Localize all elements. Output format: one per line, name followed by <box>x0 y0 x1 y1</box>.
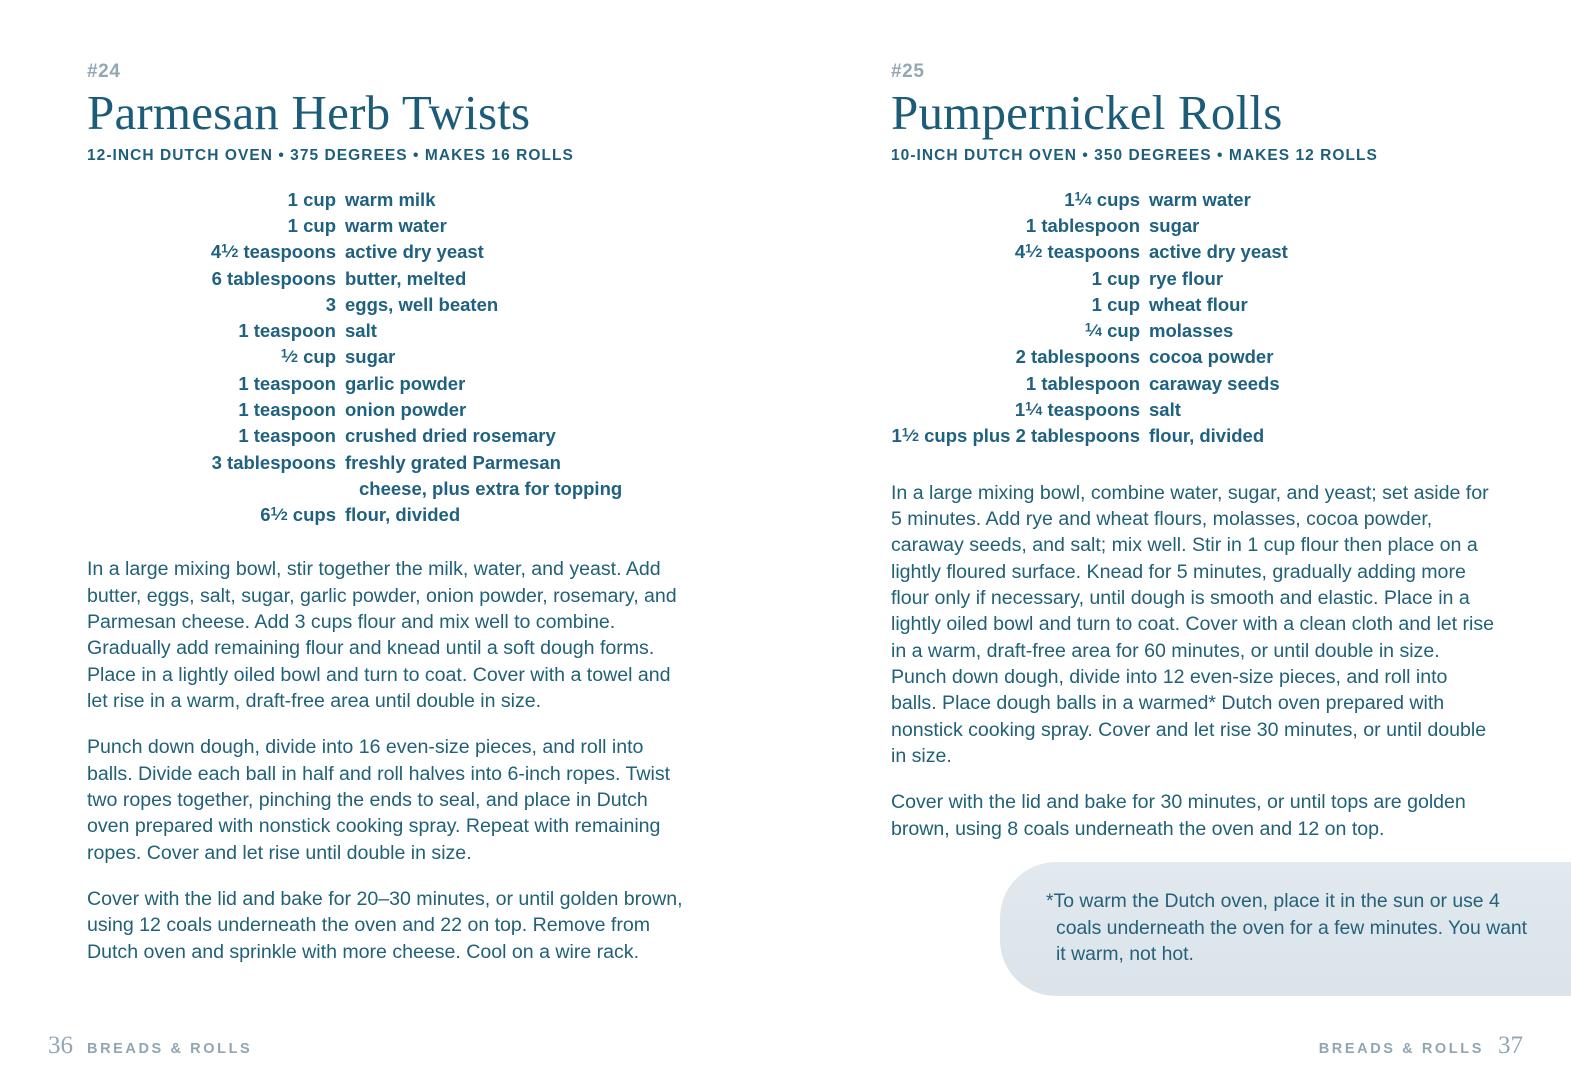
ingredient-row <box>87 423 692 449</box>
ingredient-name: freshly grated Parmesan cheese, plus extra for topping <box>345 451 623 499</box>
page-right-content <box>891 62 1496 842</box>
ingredient-quantity: 3 <box>325 293 336 315</box>
ingredient-quantity: 1 tablespoon <box>1025 215 1140 237</box>
ingredient-name: wheat flour <box>1149 293 1248 315</box>
ingredient-row <box>87 450 692 503</box>
instructions-left <box>87 556 692 965</box>
ingredient-quantity: $^1⁄_2$ cup <box>280 346 336 368</box>
ingredient-row <box>891 371 1496 397</box>
page-number-left: 36 <box>48 1032 73 1059</box>
ingredient-name: garlic powder <box>345 372 466 394</box>
ingredient-quantity: 6 tablespoons <box>211 267 336 289</box>
running-head-right: BREADS & ROLLS <box>1318 1041 1484 1057</box>
recipe-title-left: Parmesan Herb Twists <box>87 85 531 140</box>
instruction-paragraph: Cover with the lid and bake for 30 minutes, or until tops are golden brown, using 8 coals underneath the oven and 12 on top. <box>891 791 1466 840</box>
ingredient-row <box>891 292 1496 318</box>
ingredient-name: flour, divided <box>345 504 461 526</box>
ingredient-name: active dry yeast <box>1149 241 1288 263</box>
ingredient-row <box>891 423 1496 449</box>
ingredient-quantity: $1^1⁄_4$ cups <box>1064 188 1140 210</box>
ingredient-quantity: $6^1⁄_2$ cups <box>260 504 336 526</box>
ingredient-quantity: 1 teaspoon <box>238 398 336 420</box>
ingredient-name: flour, divided <box>1149 425 1265 447</box>
ingredient-row <box>87 502 692 528</box>
ingredient-name: molasses <box>1149 320 1234 342</box>
ingredient-row <box>87 266 692 292</box>
ingredient-name: sugar <box>1149 215 1200 237</box>
ingredient-name: onion powder <box>345 398 467 420</box>
ingredient-row <box>87 292 692 318</box>
instruction-paragraph: In a large mixing bowl, stir together the milk, water, and yeast. Add butter, eggs, salt, sugar, garlic powder, onion powder, rosemary, and Parmesan cheese. Add 3 cups flour and mix well to combine. Gradually add remaining flour and knead until a soft dough forms. Place in a lightly oiled bowl and turn to coat. Cover with a towel and let rise in a warm, draft-free area until double in size. <box>87 558 677 713</box>
note-text: *To warm the Dutch oven, place it in the sun or use 4 coals underneath the oven for a few minutes. You want it warm, not hot. <box>1046 890 1528 966</box>
ingredient-row <box>87 187 692 213</box>
ingredient-name: warm milk <box>345 188 436 210</box>
ingredient-row <box>891 318 1496 344</box>
ingredient-name: warm water <box>345 215 447 237</box>
instructions-right <box>891 480 1496 842</box>
ingredient-name: active dry yeast <box>345 241 484 263</box>
ingredient-row <box>891 187 1496 213</box>
page-number-right: 37 <box>1498 1032 1523 1059</box>
ingredient-name: salt <box>1149 398 1181 420</box>
ingredient-name: eggs, well beaten <box>345 293 499 315</box>
ingredient-quantity: 1 teaspoon <box>238 372 336 394</box>
ingredient-quantity: $4^1⁄_2$ teaspoons <box>210 241 336 263</box>
ingredient-name: crushed dried rosemary <box>345 425 556 447</box>
ingredients-list-right <box>891 187 1496 450</box>
recipe-subtitle-right: 10-INCH DUTCH OVEN • 350 DEGREES • MAKES 12 ROLLS <box>891 146 1378 164</box>
ingredient-quantity: $4^1⁄_2$ teaspoons <box>1014 241 1140 263</box>
ingredient-quantity: 1 cup <box>1091 267 1140 289</box>
ingredient-row <box>891 397 1496 423</box>
ingredient-row <box>87 213 692 239</box>
page-left-content <box>87 62 692 965</box>
ingredient-row <box>87 397 692 423</box>
ingredient-row <box>891 239 1496 265</box>
ingredient-name: salt <box>345 320 377 342</box>
ingredients-list-left <box>87 187 692 528</box>
ingredient-row <box>87 371 692 397</box>
ingredient-quantity: 1 cup <box>287 215 336 237</box>
ingredient-quantity: 1 teaspoon <box>238 320 336 342</box>
ingredient-quantity: $^1⁄_4$ cup <box>1084 320 1140 342</box>
footer-right <box>1319 1033 1523 1058</box>
ingredient-row <box>891 213 1496 239</box>
recipe-number-left: #24 <box>87 61 121 82</box>
ingredient-name: warm water <box>1149 188 1251 210</box>
instruction-paragraph: Cover with the lid and bake for 20–30 minutes, or until golden brown, using 12 coals underneath the oven and 22 on top. Remove from Dutch oven and sprinkle with more cheese. Cool on a wire rack. <box>87 888 683 963</box>
recipe-title-right: Pumpernickel Rolls <box>891 85 1283 140</box>
ingredient-name: butter, melted <box>345 267 467 289</box>
ingredient-quantity: 1 cup <box>1091 293 1140 315</box>
running-head-left: BREADS & ROLLS <box>87 1041 253 1057</box>
ingredient-row <box>87 239 692 265</box>
ingredient-row <box>891 266 1496 292</box>
instruction-paragraph: Punch down dough, divide into 16 even-size pieces, and roll into balls. Divide each ball in half and roll halves into 6-inch ropes. Twist two ropes together, pinching the ends to seal, and place in Dutch oven prepared with nonstick cooking spray. Repeat with remaining ropes. Cover and let rise until double in size. <box>87 736 671 864</box>
ingredient-name: cocoa powder <box>1149 346 1274 368</box>
ingredient-name: rye flour <box>1149 267 1224 289</box>
page-left <box>0 0 785 1084</box>
ingredient-quantity: $1^1⁄_4$ teaspoons <box>1014 398 1140 420</box>
ingredient-quantity: 1 cup <box>287 188 336 210</box>
recipe-subtitle-left: 12-INCH DUTCH OVEN • 375 DEGREES • MAKES 16 ROLLS <box>87 146 574 164</box>
ingredient-name: caraway seeds <box>1149 372 1280 394</box>
ingredient-quantity: 1 teaspoon <box>238 425 336 447</box>
note-callout <box>1000 862 1571 996</box>
ingredient-quantity: 3 tablespoons <box>211 451 336 473</box>
footer-left <box>48 1033 252 1058</box>
recipe-number-right: #25 <box>891 61 925 82</box>
ingredient-quantity: 1 tablespoon <box>1025 372 1140 394</box>
ingredient-row <box>891 344 1496 370</box>
ingredient-row <box>87 318 692 344</box>
ingredient-quantity: 2 tablespoons <box>1015 346 1140 368</box>
ingredients-body-left <box>87 187 692 528</box>
ingredient-quantity: $1^1⁄_2$ cups plus 2 tablespoons <box>891 425 1140 447</box>
ingredients-body-right <box>891 187 1496 450</box>
ingredient-name: sugar <box>345 346 396 368</box>
ingredient-row <box>87 344 692 370</box>
instruction-paragraph: In a large mixing bowl, combine water, sugar, and yeast; set aside for 5 minutes. Add rye and wheat flours, molasses, cocoa powder, caraway seeds, and salt; mix well. Stir in 1 cup flour then place on a lightly floured surface. Knead for 5 minutes, gradually adding more flour only if necessary, until dough is smooth and elastic. Place in a lightly oiled bowl and turn to coat. Cover with a clean cloth and let rise in a warm, draft-free area for 60 minutes, or until double in size. Punch down dough, divide into 12 even-size pieces, and roll into balls. Place dough balls in a warmed* Dutch oven prepared with nonstick cooking spray. Cover and let rise 30 minutes, or until double in size. <box>891 481 1494 767</box>
